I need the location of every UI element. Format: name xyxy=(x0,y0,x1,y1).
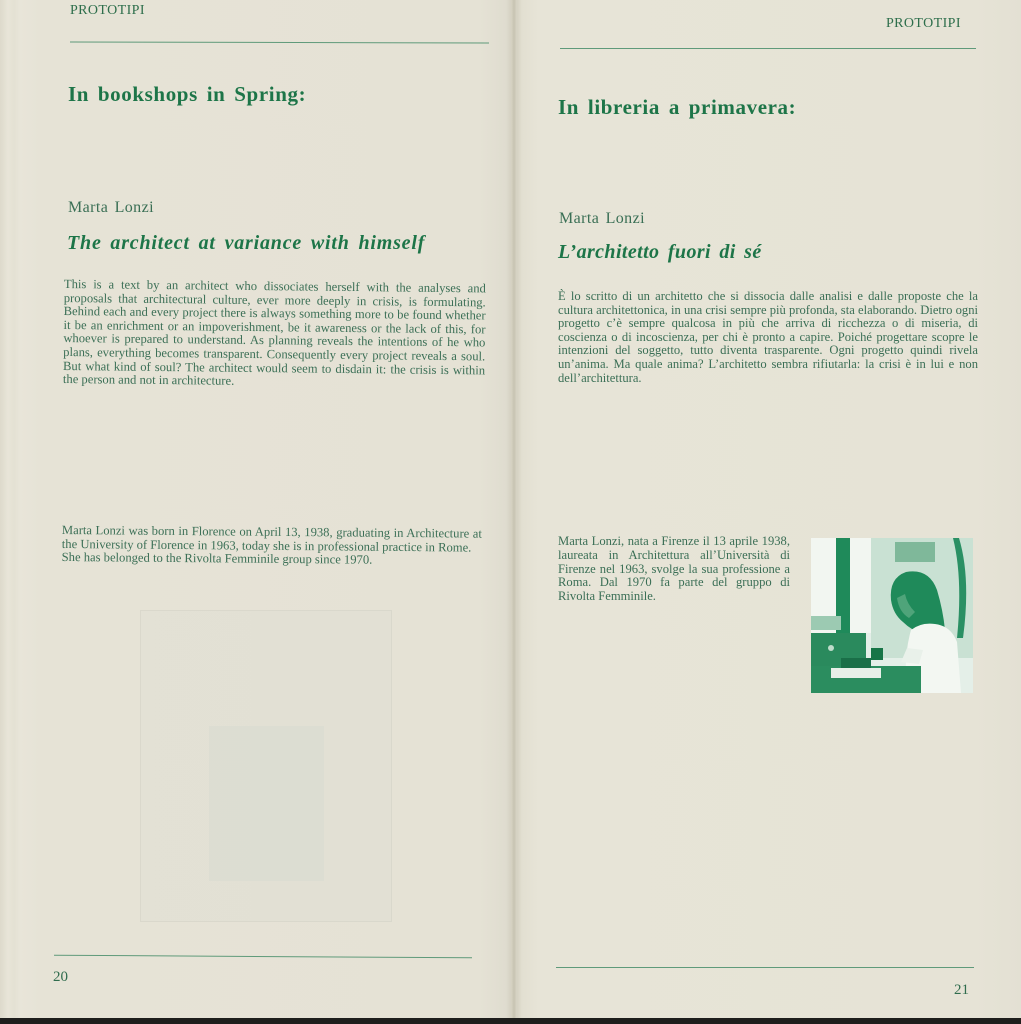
footer-rule xyxy=(556,967,974,968)
author-name: Marta Lonzi xyxy=(68,199,154,216)
author-photo-image xyxy=(811,538,973,693)
header-rule xyxy=(70,41,489,43)
author-bio-line-2: She has belonged to the Rivolta Femminile group since 1970. xyxy=(61,550,373,567)
running-head: PROTOTIPI xyxy=(886,16,961,31)
author-bio-line-1: Marta Lonzi was born in Florence on April 13, 1938, graduating in Architecture at the University of Florence in 1963, today she is in professional practice in Rome. xyxy=(61,523,482,555)
abstract-text: È lo scritto di un architetto che si dissocia dalle analisi e dalle proposte che la cultura architettonica, in una crisi sempre più profonda, sta elaborando. Dietro ogni progetto c’è sempre qualcosa in più che arriva di ricchezza o di miseria, di coscienza o di incoscienza, per chi è pronto a capire. Poiché progettare scopre le intenzioni del soggetto, tutto diventa trasparente. Ogni progetto quindi rivela un’anima. Ma quale anima? L’architetto sembra rifiutarla: la crisi è in lui e non dell’architettura. xyxy=(558,289,978,385)
right-page xyxy=(514,0,1021,1018)
page-number: 20 xyxy=(53,969,68,985)
book-title: L’architetto fuori di sé xyxy=(558,241,762,263)
author-bio xyxy=(62,524,482,568)
running-head: PROTOTIPI xyxy=(70,3,145,18)
abstract-text: This is a text by an architect who dissociates herself with the analyses and proposals that architectural culture, ever more deeply in crisis, is formulating. Behind each and every project there is always something more to be found whether it be an enrichment or an impoverishment, be it awareness or the lack of this, for whoever is prepared to understand. As planning reveals the intentions of he who plans, everything becomes transparent. Consequently every project reveals a soul. But what kind of soul? The architect would seem to disdain it: the crisis is within the person and not in architecture. xyxy=(62,277,486,388)
section-heading: In bookshops in Spring: xyxy=(68,82,307,106)
author-bio: Marta Lonzi, nata a Firenze il 13 aprile 1938, laureata in Architettura all’Università di Firenze nel 1963, svolge la sua professione a Roma. Dal 1970 fa parte del gruppo di Rivolta Femminile. xyxy=(558,534,790,604)
book-gutter xyxy=(511,0,517,1018)
book-title: The architect at variance with himself xyxy=(67,232,426,254)
author-photo xyxy=(811,538,973,693)
show-through-ghost-image xyxy=(140,610,392,922)
page-number: 21 xyxy=(954,982,969,998)
footer-rule xyxy=(54,955,472,959)
header-rule xyxy=(560,48,976,49)
author-name: Marta Lonzi xyxy=(559,210,645,227)
scan-background-edge xyxy=(0,1018,1021,1024)
section-heading: In libreria a primavera: xyxy=(558,95,797,119)
